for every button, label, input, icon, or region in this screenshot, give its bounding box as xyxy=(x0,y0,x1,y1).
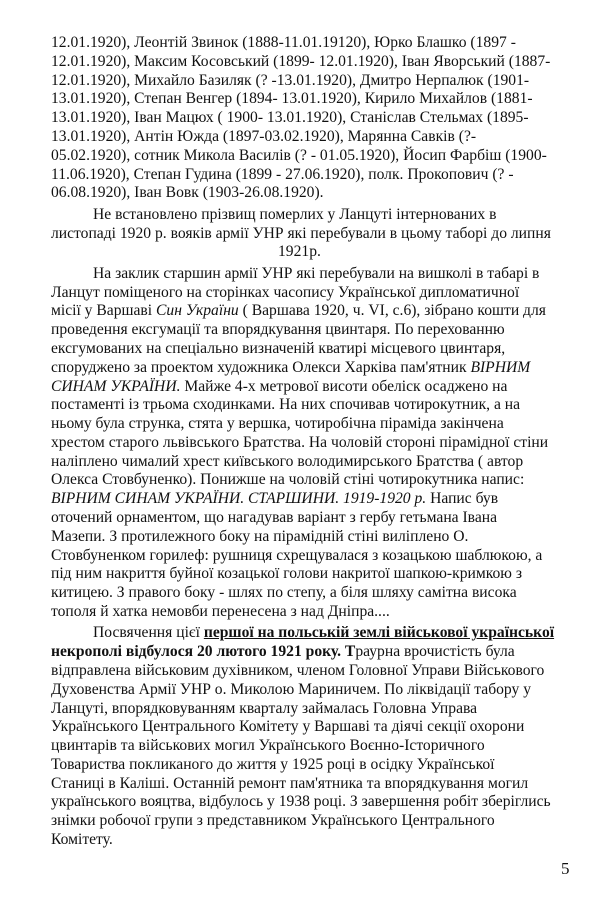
text-line xyxy=(51,165,514,185)
text-segment: Не встановлено прізвищ померлих у Ланцуті інтернованих в xyxy=(93,205,497,223)
text-line xyxy=(51,774,528,794)
text-segment: оточений орнаментом, що нагадував варіант з гербу гетьмана Івана xyxy=(51,509,498,526)
text-segment: ( Варшава 1920, ч. VI, с.6), зібрано кошти для xyxy=(238,302,546,320)
text-segment: Майже 4-х метрової висоти обеліск осаджено на xyxy=(180,377,508,395)
text-line xyxy=(93,264,539,284)
text-segment: 12.01.1920), Леонтій Звинок (1888-11.01.19120), Юрко Блашко (1897 - xyxy=(51,34,516,51)
text-line xyxy=(51,755,495,775)
text-line xyxy=(51,717,524,737)
text-line xyxy=(51,301,546,321)
page-number: 5 xyxy=(561,859,570,878)
text-line xyxy=(51,339,505,359)
text-segment: Комітету. xyxy=(51,831,113,848)
text-segment: українського вояцтва, відбулось у 1938 році. З завершення робіт зберіглись xyxy=(51,793,551,811)
text-segment: Ланцут поміщеного на сторінках часопису Української дипломатичної xyxy=(51,283,520,301)
text-segment: Напис був xyxy=(426,490,499,508)
text-line xyxy=(51,127,476,147)
text-line xyxy=(278,242,321,262)
text-segment: Ланцуті, впорядковуванням кварталу займалась Головна Управа xyxy=(51,699,478,717)
text-segment: 11.06.1920), Степан Гудина (1899 - 27.06.1920), полк. Прокопович (? - xyxy=(51,165,514,183)
text-segment: 13.01.1920), Іван Мацюх ( 1900- 13.01.1920), Станіслав Стельмах (1895- xyxy=(51,109,529,127)
text-segment: ньому була струнка, стята у вершка, чотиробічна піраміда закінчена xyxy=(51,415,504,433)
text-segment: ВІРНИМ СИНАМ УКРАЇНИ. СТАРШИНИ. 1919-1920 р. xyxy=(51,490,427,508)
text-line xyxy=(51,602,390,622)
text-segment: Мазепи. З протилежного боку на пірамідній стіні виліплено О. xyxy=(51,527,469,545)
text-segment: Товариства покликаного до життя у 1925 році в осідку Української xyxy=(51,755,495,773)
text-line xyxy=(51,642,515,662)
text-segment: наліплено чималий хрест київського володимирського Братства ( автор xyxy=(51,452,524,470)
text-segment: 1921р. xyxy=(278,243,321,261)
text-segment: Станиці в Каліші. Останній ремонт пам'ятника та впорядкування могил xyxy=(51,774,529,792)
text-line xyxy=(51,661,544,681)
text-segment: цвинтарів та військових могил Українського Воєнно-Історичного xyxy=(51,737,485,755)
text-segment: 05.02.1920), сотник Микола Василів (? - 01.05.1920), Йосип Фарбіш (1900- xyxy=(51,146,547,164)
text-segment: місії у Варшаві xyxy=(51,302,157,320)
text-line xyxy=(51,792,551,812)
text-segment: відправлена військовим духівником, членом Головної Управи Військового xyxy=(51,661,545,679)
text-segment: 06.08.1920), Іван Вовк (1903-26.08.1920). xyxy=(51,184,324,202)
text-line xyxy=(51,89,533,109)
text-segment: 12.01.1920), Максим Косовський (1899- 12.01.1920), Іван Яворський (1887- xyxy=(51,52,551,70)
text-line xyxy=(51,489,498,509)
text-segment: некрополі відбулося 20 лютого 1921 року. xyxy=(51,643,342,661)
text-segment: раурна врочистість була xyxy=(355,643,515,661)
text-segment: постаменті із трьома сходинками. На них спочивав чотирокутник, а на xyxy=(51,396,521,414)
text-line xyxy=(51,680,531,700)
text-line xyxy=(51,583,517,603)
text-segment: хрестом старого львівського Братства. На чоловій стороні пірамідної стіни xyxy=(51,433,549,451)
text-segment: під ним накриття буйної козацької голови накритої шапкою-кримкою з xyxy=(51,565,523,583)
text-segment: листопаді 1920 р. вояків армії УНР які перебували в цьому таборі до липня xyxy=(51,224,551,242)
text-line xyxy=(51,736,485,756)
text-line xyxy=(51,452,523,472)
text-segment: 13.01.1920), Степан Венгер (1894- 13.01.1920), Кирило Михайлов (1881- xyxy=(51,90,533,108)
text-segment: На заклик старшин армії УНР які перебували на вишколі в табарі в xyxy=(93,264,540,282)
text-segment: СИНАМ УКРАЇНИ. xyxy=(51,377,181,395)
text-line xyxy=(51,224,551,244)
text-line xyxy=(51,108,529,128)
text-line xyxy=(51,146,547,166)
text-line xyxy=(51,830,113,850)
text-segment: Українського Центрального Комітету у Варшаві та діячі секції охорони xyxy=(51,718,525,736)
text-line xyxy=(51,470,524,490)
text-line xyxy=(93,205,496,225)
text-line xyxy=(51,52,550,72)
text-segment: тополя й хатка немовби перенесена з над Дніпра.... xyxy=(51,602,390,620)
text-segment: ексгумованих на спеціально визначеній кватирі місцевого цвинтаря, xyxy=(51,339,506,357)
text-segment: китицею. З правого боку - шлях по степу, а біля шляху самітна висока xyxy=(51,584,517,602)
text-segment: Стовбуненком горилеф: рушниця схрещувалася з козацькою шаблюкою, а xyxy=(51,546,543,564)
text-segment: споруджено за проектом художника Олекси Харківа пам'ятник xyxy=(51,358,471,376)
text-line xyxy=(51,699,477,719)
text-segment: 13.01.1920), Антін Южда (1897-03.02.1920), Марянна Савків (?- xyxy=(51,127,477,145)
text-line xyxy=(51,811,495,831)
text-line xyxy=(51,358,530,378)
text-segment: знімки робочої групи з представником Українського Центрального xyxy=(51,812,495,830)
text-line xyxy=(51,508,497,528)
text-segment: Т xyxy=(344,643,356,661)
text-segment: 12.01.1920), Михайло Базиляк (? -13.01.1920), Дмитро Нерпалюк (1901- xyxy=(51,71,530,89)
text-line xyxy=(51,283,519,303)
text-line xyxy=(93,623,554,643)
text-line xyxy=(51,33,516,53)
text-segment: проведення ексгумації та впорядкування цвинтаря. По перехованню xyxy=(51,321,505,339)
text-segment: ВІРНИМ xyxy=(470,358,531,376)
text-line xyxy=(51,414,504,434)
text-segment: Духовенства Армії УНР о. Миколою Мариничем. По ліквідації табору у xyxy=(51,680,532,698)
text-line xyxy=(51,564,522,584)
text-segment: Посвячення цієї xyxy=(93,624,204,642)
text-line xyxy=(51,527,468,547)
text-line xyxy=(51,377,507,397)
text-line xyxy=(51,395,520,415)
text-segment: Олекса Стовбуненко). Понижше на чоловій стіні чотирокутника напис: xyxy=(51,471,525,489)
text-line xyxy=(51,71,529,91)
text-line xyxy=(51,546,542,566)
text-segment: першої на польській землі військової української xyxy=(203,624,555,642)
text-segment: Син України xyxy=(156,302,239,320)
text-line xyxy=(51,320,505,340)
text-line xyxy=(51,433,548,453)
text-line xyxy=(51,183,324,203)
